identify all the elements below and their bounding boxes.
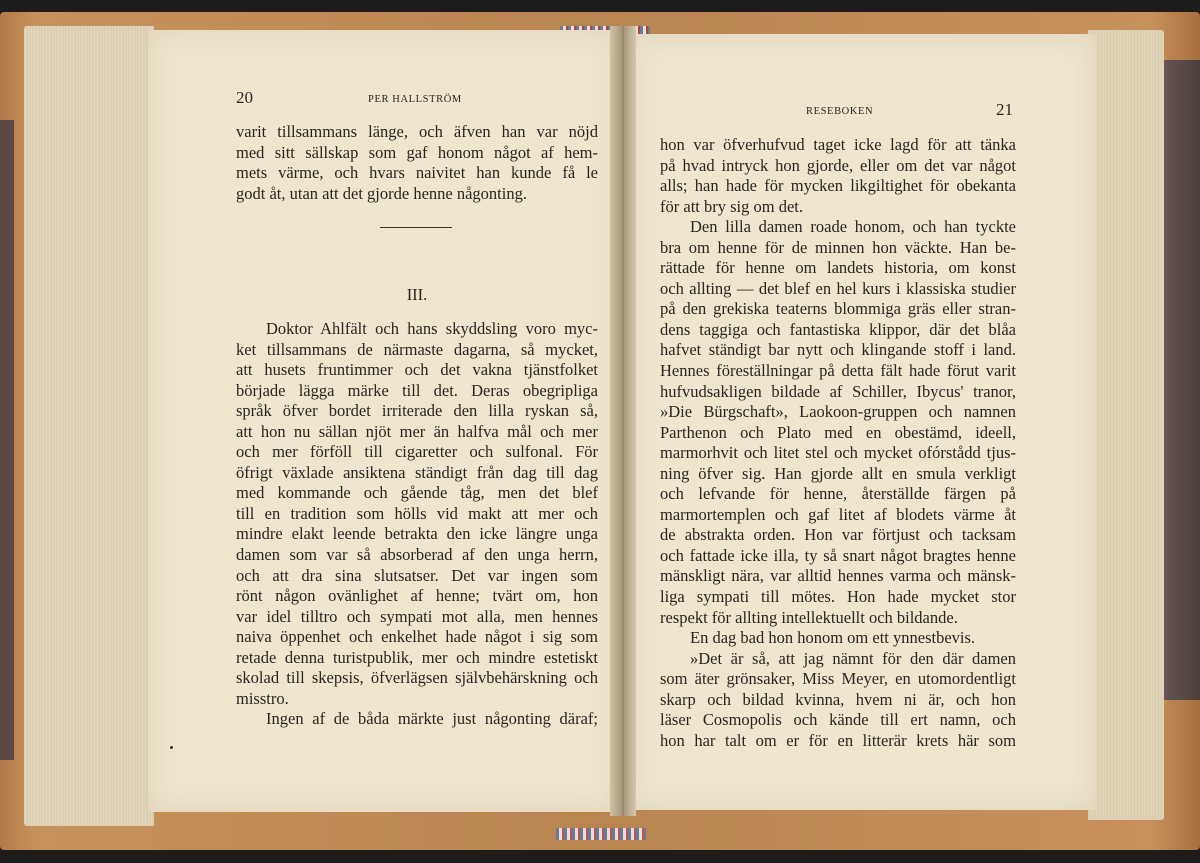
text-line: var idel tilltro och sympati mot alla, men hennes (236, 606, 598, 626)
text-line: hon var öfverhufvud taget icke lagd för att tänka (660, 135, 1016, 154)
text-line: som äter grönsaker, Miss Meyer, en utomordentligt (660, 669, 1016, 689)
text-line: Den lilla damen roade honom, och han tyckte (690, 217, 1016, 237)
text-line: mets värme, och hvars naivitet han kunde få le (236, 163, 598, 183)
text-line: började lägga märke till det. Deras obegripliga (236, 380, 598, 400)
text-line: mindre elakt leende betrakta den icke längre unga (236, 524, 598, 544)
left-running-head: PER HALLSTRÖM (368, 94, 462, 105)
text-line: på den grekiska teaterns blommiga gräs eller stran- (660, 299, 1016, 319)
text-line: »Die Bürgschaft», Laokoon-gruppen och namnen (660, 402, 1016, 422)
text-line: rättade för henne om landets historia, om konst (660, 258, 1016, 278)
text-line: med kommande och gående tåg, men det blef (236, 483, 598, 503)
text-line: skarp och bildad kvinna, hvem ni är, och hon (660, 689, 1016, 709)
text-line: dens taggiga och fantastiska klippor, där det blåa (660, 319, 1016, 339)
text-line: ning öfver sig. Han gjorde allt en smula verkligt (660, 463, 1016, 483)
text-line: misstro. (236, 688, 289, 708)
text-line: att husets fruntimmer och det vakna tjänstfolket (236, 360, 598, 380)
text-line: de abstrakta orden. Hon var förtjust och tacksam (660, 525, 1016, 545)
page-speck (170, 746, 173, 749)
text-line: och lefvande för henne, återställde färgen på (660, 484, 1016, 504)
page-stack-right (1088, 30, 1164, 820)
text-line: Doktor Ahlfält och hans skyddsling voro myc- (266, 319, 598, 338)
text-line: Hennes föreställningar på detta fält hade förut varit (660, 361, 1016, 381)
left-page-number: 20 (236, 88, 253, 107)
book-gutter (610, 26, 636, 816)
text-line: En dag bad hon honom om ett ynnestbevis. (690, 628, 976, 648)
text-line: språk öfver bordet irriterade den lilla ryskan så, (236, 401, 598, 421)
page-stack-left (24, 26, 154, 826)
text-line: Ingen af de båda märkte just någonting däraf; (266, 709, 598, 729)
text-line: varit tillsammans länge, och äfven han var nöjd (236, 122, 598, 141)
right-running-head: RESEBOKEN (806, 106, 874, 117)
text-line: mänskligt nära, var alltid hennes varma och mänsk- (660, 566, 1016, 586)
text-line: retade denna turistpublik, mer och mindre estetiskt (236, 647, 598, 667)
text-line: och mer förföll till cigaretter och sulfonal. För (236, 442, 598, 462)
text-line: för att bry sig om det. (660, 196, 803, 216)
left-top-paragraph (236, 122, 598, 204)
text-line: marmortemplen och gaf litet af blodets värme åt (660, 504, 1016, 524)
text-line: med sitt sällskap som gaf honom något af hem- (236, 142, 598, 162)
right-page-number: 21 (996, 100, 1013, 119)
text-line: »Det är så, att jag nämnt för den där damen (690, 648, 1016, 668)
text-line: godt åt, utan att det gjorde henne någonting. (236, 183, 527, 203)
text-line: att hon nu sällan njöt mer än halfva mål och mer (236, 421, 598, 441)
text-line: ket tillsammans de närmaste dagarna, så mycket, (236, 339, 598, 359)
text-line: skolad till skepsis, öfverlägsen självbehärskning och (236, 668, 598, 688)
text-line: naiva öppenhet och enkelhet hade något i sig som (236, 627, 598, 647)
text-line: Parthenon och Plato med en obestämd, ideell, (660, 422, 1016, 442)
text-line: bra om henne för de minnen hon väckte. Han be- (660, 237, 1016, 257)
cover-edge-right (1158, 60, 1200, 700)
text-line: hufvudsakligen bildade af Schiller, Ibycus' tranor, (660, 381, 1016, 401)
text-line: hon har talt om er för en litterär krets här som (660, 730, 1016, 750)
text-line: öfrigt växlade ansiktena ständigt från dag till dag (236, 462, 598, 482)
text-line: damen som var så absorberad af den unga herrn, (236, 545, 598, 565)
text-line: marmorhvit och litet stel och mycket ofórstådd tjus- (660, 443, 1016, 463)
section-divider (380, 227, 452, 228)
text-line: och fattade icke illa, ty så snart något bragtes henne (660, 545, 1016, 565)
text-line: läser Cosmopolis och kände till ert namn, och (660, 710, 1016, 730)
text-line: alls; han hade för mycken likgiltighet för obekanta (660, 176, 1016, 196)
chapter-heading: III. (406, 285, 428, 304)
text-line: hafvet ständigt bar nytt och klingande stoff i land. (660, 340, 1016, 360)
text-line: och allting — det blef en hel kurs i klassiska studier (660, 278, 1016, 298)
text-line: rönt någon ovänlighet af henne; tvärt om, hon (236, 586, 598, 606)
headband-bottom (556, 828, 646, 840)
left-body-text (236, 319, 598, 730)
text-line: till en tradition som hölls vid makt att mer och (236, 503, 598, 523)
text-line: liga sympati till mötes. Hon hade mycket stor (660, 587, 1016, 607)
text-line: på hvad intryck hon gjorde, eller om det var något (660, 155, 1016, 175)
right-body-text (660, 135, 1016, 751)
text-line: respekt för allting intellektuellt och bildande. (660, 607, 958, 627)
text-line: och att dra sina slutsatser. Det var ingen som (236, 565, 598, 585)
cover-edge-left (0, 120, 14, 760)
